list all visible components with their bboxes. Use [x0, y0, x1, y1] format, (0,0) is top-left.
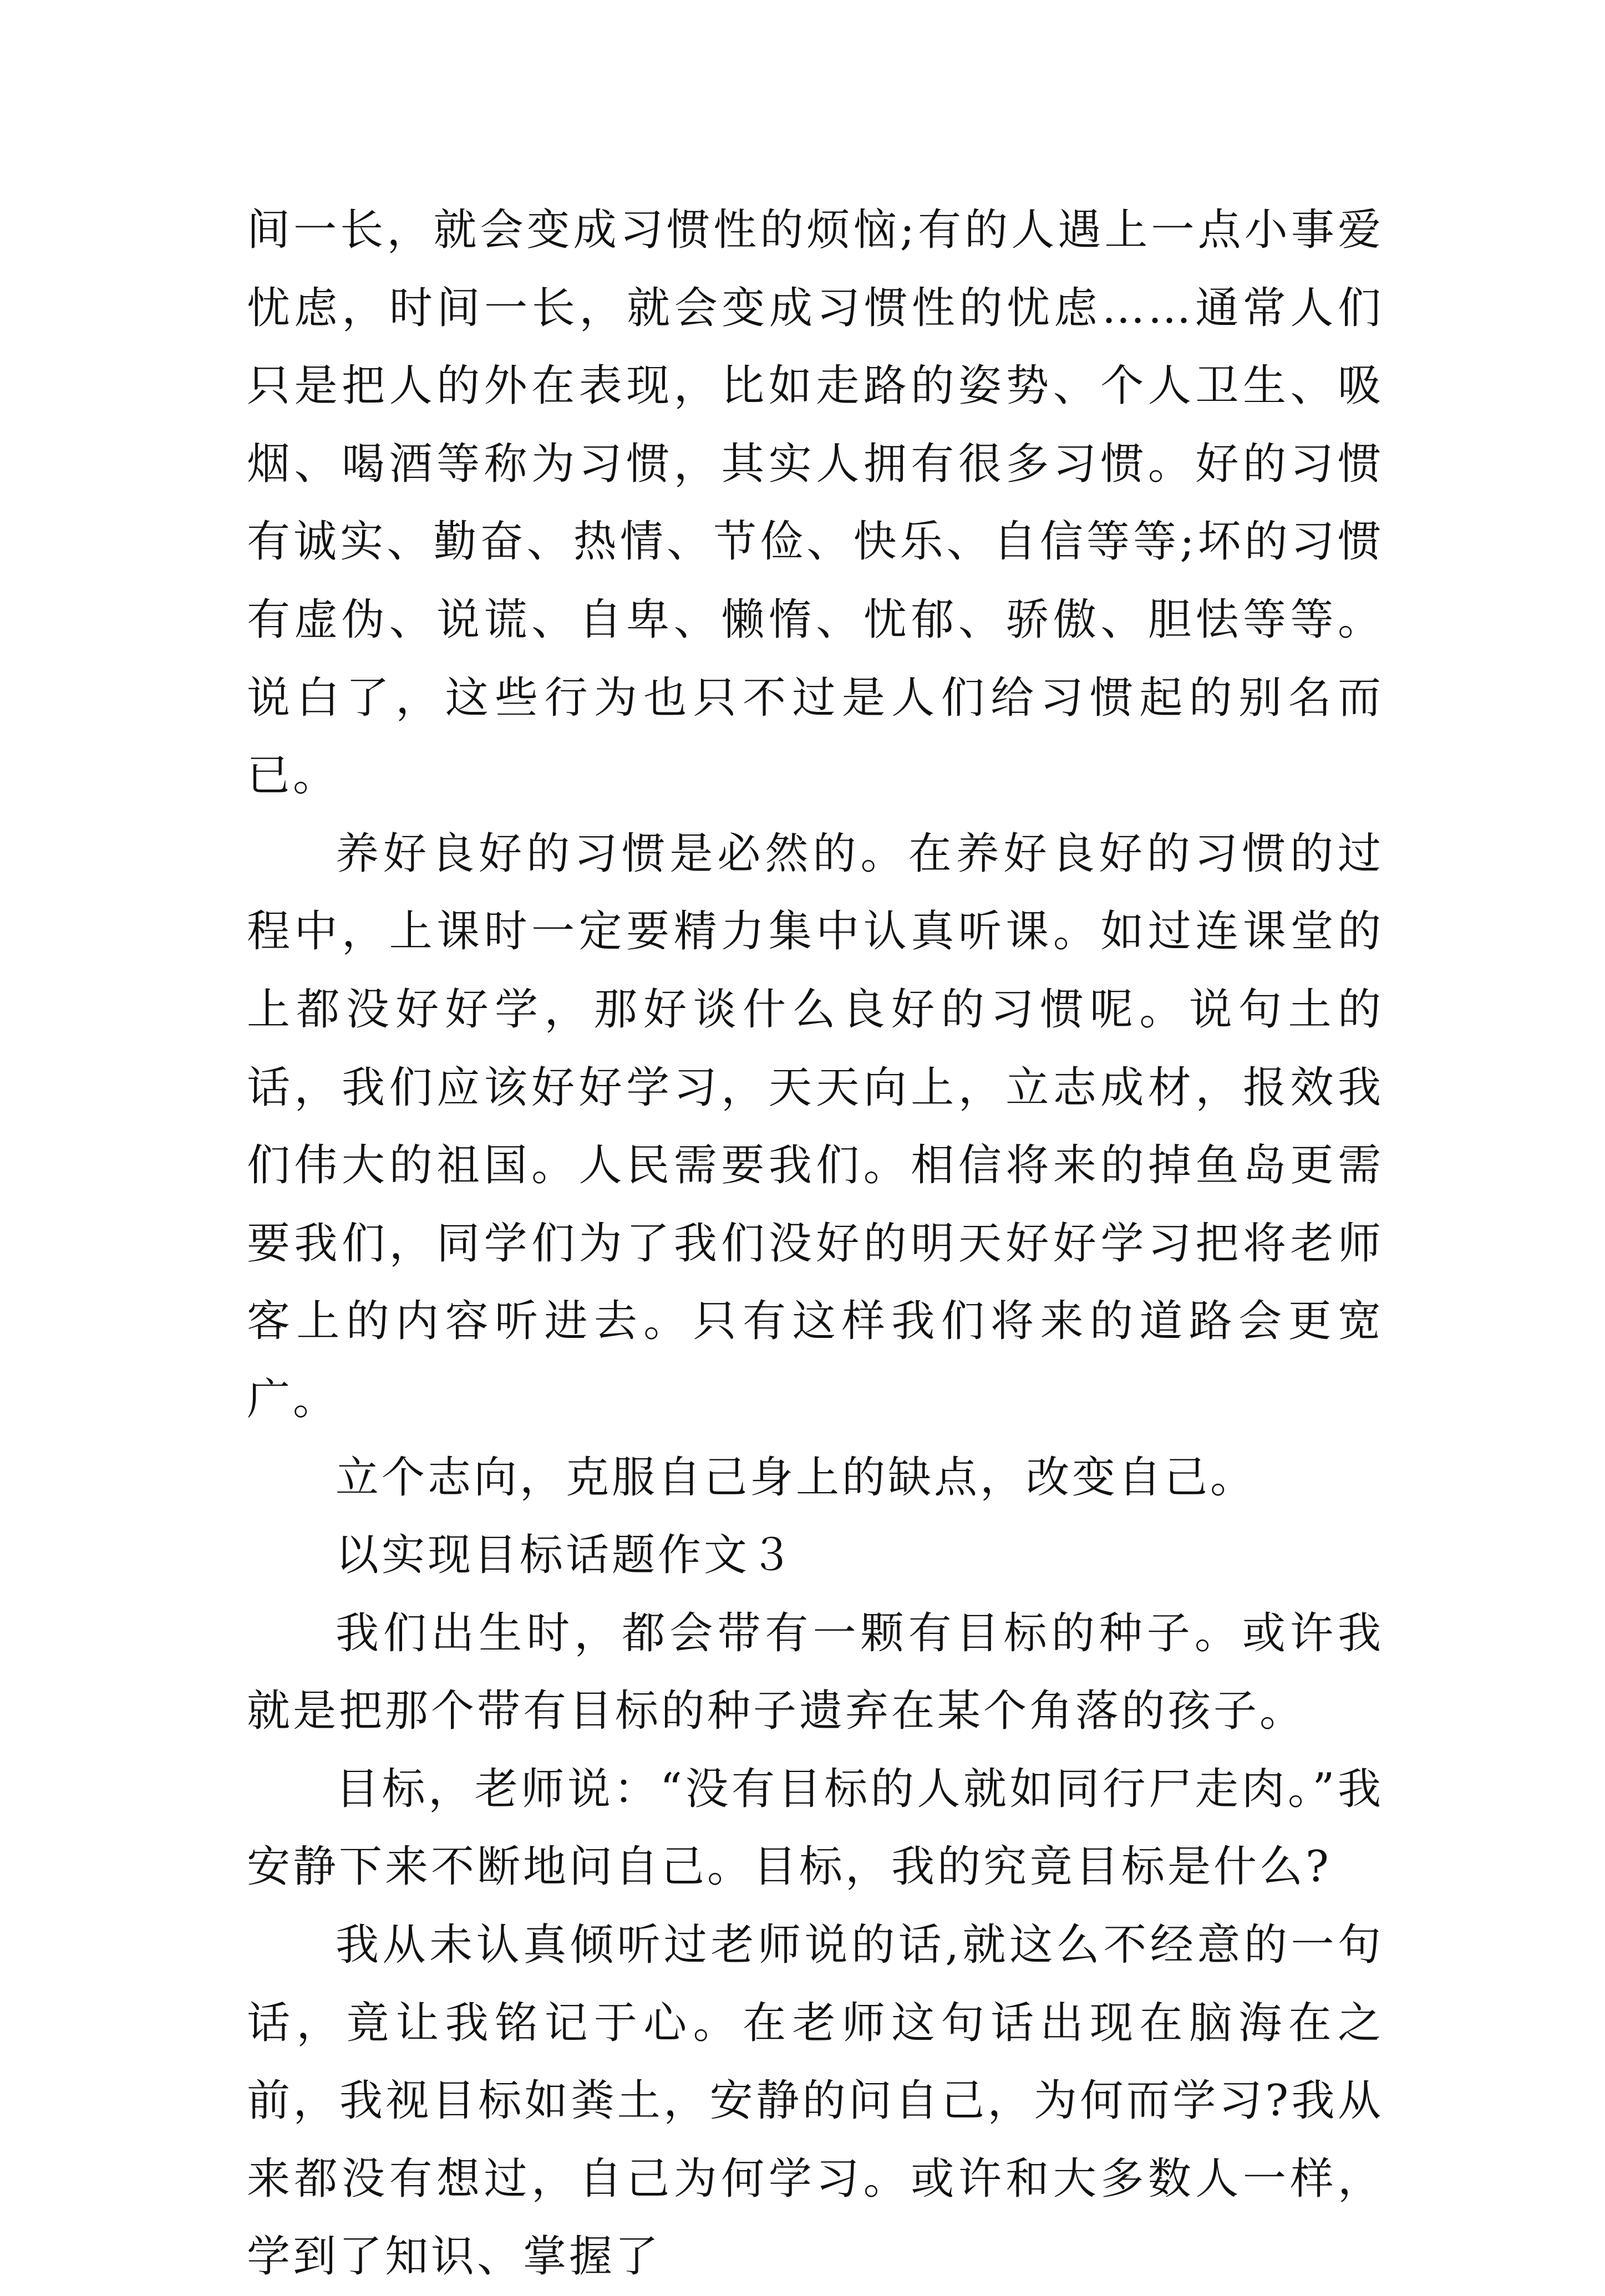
- section-heading: 以实现目标话题作文３: [336, 1530, 796, 1581]
- paragraph-set-goal: 立个志向，克服自己身上的缺点，改变自己。: [336, 1452, 1257, 1503]
- paragraph-good-habits: 养好良好的习惯是必然的。在养好良好的习惯的过程中，上课时一定要精力集中认真听课。如过连课堂的上都没好好学，那好谈什么良好的习惯呢。说句土的话，我们应该好好学习，天天向上，立志成材，报效我们伟大的祖国。人民需要我们。相信将来的掉鱼岛更需要我们，同学们为了我们没好的明天好好学习把将老师客上的内容听进去。只有这样我们将来的道路会更宽广。: [247, 828, 1384, 1424]
- document-body: [247, 191, 1384, 2296]
- paragraph-born-with-seed: 我们出生时，都会带有一颗有目标的种子。或许我就是把那个带有目标的种子遗弃在某个角落的孩子。: [247, 1608, 1384, 1737]
- paragraph-never-listened: 我从未认真倾听过老师说的话,就这么不经意的一句话，竟让我铭记于心。在老师这句话出现在脑海在之前，我视目标如粪土，安静的问自己，为何而学习?我从来都没有想过，自己为何学习。或许和大多数人一样，学到了知识、掌握了: [247, 1920, 1384, 2282]
- paragraph-teacher-quote: 目标，老师说：“没有目标的人就如同行尸走肉。”我安静下来不断地问自己。目标，我的究竟目标是什么?: [247, 1764, 1384, 1892]
- paragraph-habits-examples: 间一长，就会变成习惯性的烦恼;有的人遇上一点小事爱忧虑，时间一长，就会变成习惯性的忧虑……通常人们只是把人的外在表现，比如走路的姿势、个人卫生、吸烟、喝酒等称为习惯，其实人拥有很多习惯。好的习惯有诚实、勤奋、热情、节俭、快乐、自信等等;坏的习惯有虚伪、说谎、自卑、懒惰、忧郁、骄傲、胆怯等等。说白了，这些行为也只不过是人们给习惯起的别名而已。: [247, 205, 1384, 801]
